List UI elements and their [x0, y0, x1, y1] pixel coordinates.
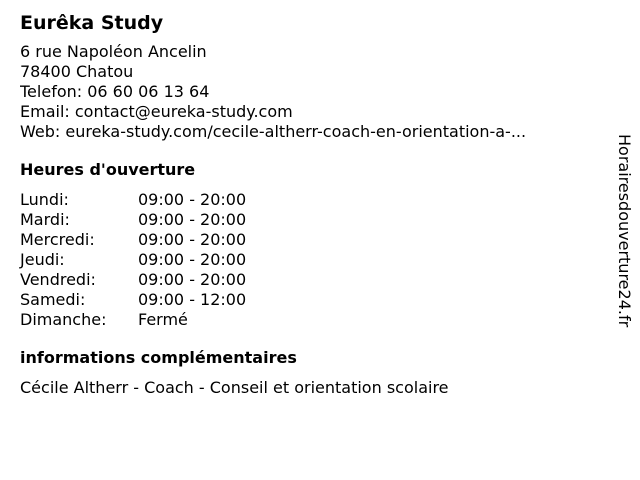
time-range: 09:00 - 20:00 — [138, 190, 247, 209]
info-heading: informations complémentaires — [20, 348, 297, 367]
hours-table — [20, 190, 600, 330]
time-range: 09:00 - 12:00 — [138, 290, 247, 309]
day-label: Vendredi: — [20, 270, 96, 289]
hours-row — [20, 230, 600, 250]
email-line: Email: contact@eureka-study.com — [20, 102, 293, 121]
hours-row — [20, 210, 600, 230]
hours-row — [20, 290, 600, 310]
day-label: Mercredi: — [20, 230, 95, 249]
day-label: Samedi: — [20, 290, 86, 309]
hours-row — [20, 190, 600, 210]
phone-line: Telefon: 06 60 06 13 64 — [20, 82, 210, 101]
business-card — [20, 10, 600, 398]
day-label: Mardi: — [20, 210, 70, 229]
address-line-2: 78400 Chatou — [20, 62, 134, 81]
time-range: 09:00 - 20:00 — [138, 250, 247, 269]
hours-row — [20, 270, 600, 290]
hours-row — [20, 310, 600, 330]
watermark-label: Horairesdouverture24.fr — [615, 134, 634, 328]
day-label: Lundi: — [20, 190, 69, 209]
day-label: Jeudi: — [20, 250, 65, 269]
hours-heading: Heures d'ouverture — [20, 160, 196, 179]
time-range: 09:00 - 20:00 — [138, 230, 247, 249]
business-name: Eurêka Study — [20, 12, 164, 34]
time-range: 09:00 - 20:00 — [138, 210, 247, 229]
web-line: Web: eureka-study.com/cecile-altherr-coach-en-orientation-a-... — [20, 122, 527, 141]
info-text: Cécile Altherr - Coach - Conseil et orientation scolaire — [20, 378, 449, 397]
time-range: 09:00 - 20:00 — [138, 270, 247, 289]
day-label: Dimanche: — [20, 310, 107, 329]
hours-row — [20, 250, 600, 270]
time-range: Fermé — [138, 310, 188, 329]
address-line-1: 6 rue Napoléon Ancelin — [20, 42, 207, 61]
